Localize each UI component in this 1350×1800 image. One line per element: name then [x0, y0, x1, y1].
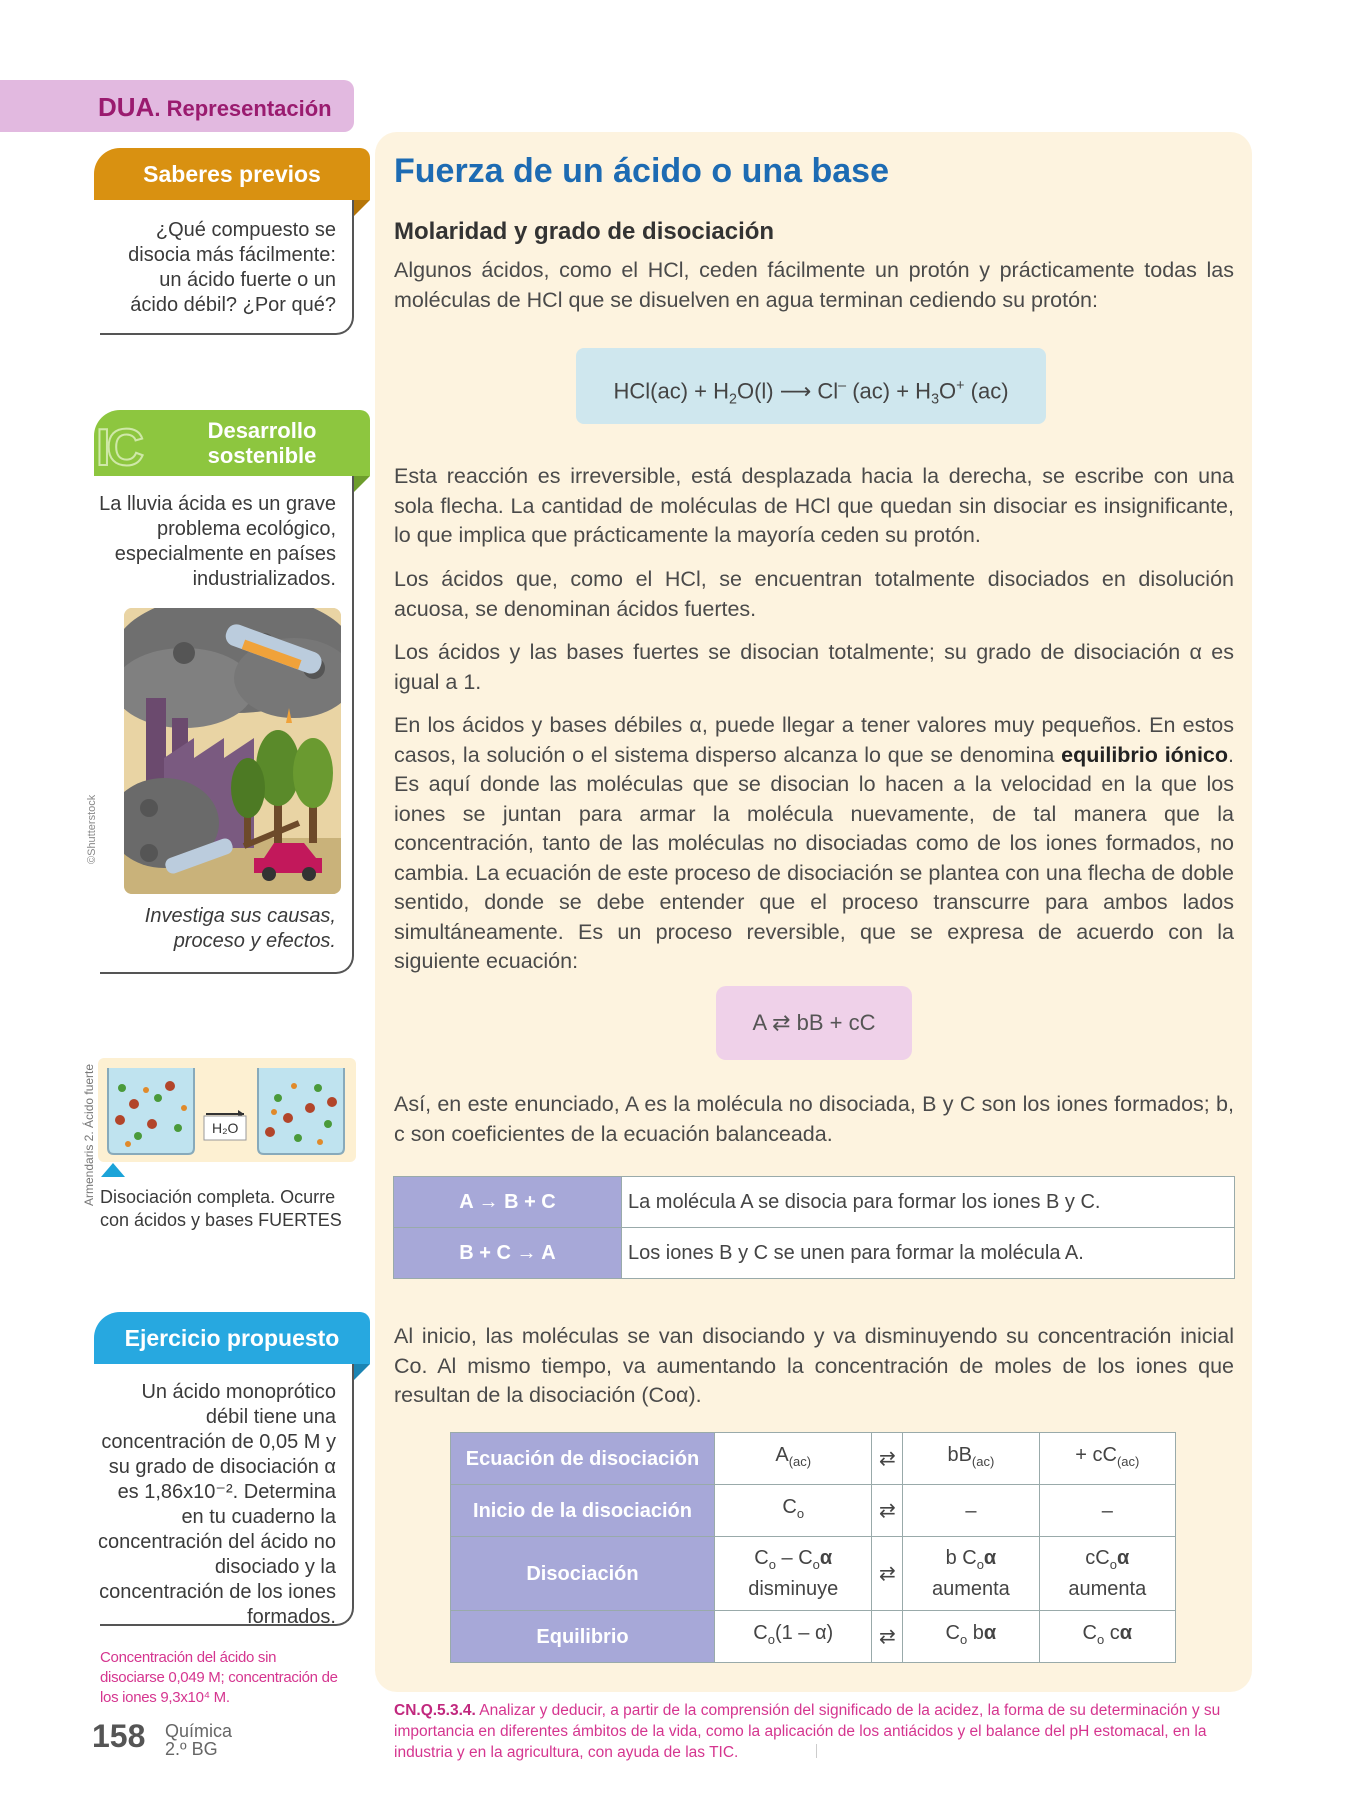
- triangle-marker-icon: [101, 1163, 125, 1177]
- table-row: [451, 1485, 1176, 1537]
- tab-fold: [354, 1364, 370, 1380]
- dissociation-table: [450, 1432, 1176, 1663]
- divider: [816, 1744, 817, 1758]
- ic-logo-icon: IC: [96, 419, 140, 477]
- saberes-previos-tab: Saberes previos: [94, 148, 370, 200]
- dua-banner: [0, 80, 354, 132]
- dissociation-beakers-figure: [98, 1058, 356, 1162]
- table-row: [451, 1611, 1176, 1663]
- image-credit: ©Shutterstock: [86, 794, 98, 864]
- dissociation-caption: Disociación completa. Ocurre con ácidos y bases FUERTES: [100, 1187, 342, 1230]
- table-cell: –: [1039, 1485, 1175, 1537]
- table-cell: $C_o - C_o\alpha$ disminuye: [715, 1537, 872, 1611]
- figure-credit: Armendaris 2. Ácido fuerte: [82, 1063, 96, 1206]
- table-cell: + $cC_{(ac)}$: [1039, 1433, 1175, 1485]
- curriculum-footnote: CN.Q.5.3.4. Analizar y deducir, a partir de la comprensión del significado de la acidez, la forma de su determinación y su importancia en diferentes ámbitos de la vida, como la aplicación de los antiácidos y el balance del pH estomacal, en la industria y en la agricultura, con ayuda de las TIC.: [394, 1702, 1221, 1761]
- desarrollo-sostenible-text: La lluvia ácida es un grave problema ecológico, especialmente en países industrializados.: [99, 493, 336, 590]
- table-cell-head: B + C → A: [394, 1228, 622, 1279]
- paragraph-ionic-equilibrium: En los ácidos y bases débiles α, puede llegar a tener valores muy pequeños. En estos casos, la solución o el sistema disperso alcanza lo que se denomina equilibrio iónico. Es aquí donde las moléculas que se disocian lo hacen a la velocidad en la que los iones se juntan para armar la molécula nuevamente, de tal manera que la concentración, tanto de las moléculas no disociadas como de los iones formados, no cambia. La ecuación de este proceso de disociación se plantea con una flecha de doble sentido, donde se debe entender que el proceso transcurre para ambos lados simultáneamente. Es un proceso reversible, que se expresa de acuerdo con la siguiente ecuación:: [394, 713, 1234, 973]
- table-cell-head: A → B + C: [394, 1177, 622, 1228]
- ejercicio-answer: Concentración del ácido sin disociarse 0,049 M; concentración de los iones 9,3x10⁴ M.: [100, 1649, 338, 1706]
- equilibrium-equation: A ⇄ bB + cC: [716, 986, 912, 1060]
- reaction-table: [393, 1176, 1235, 1279]
- table-cell: $C_o(1 - \alpha)$: [715, 1611, 872, 1663]
- table-cell: La molécula A se disocia para formar los iones B y C.: [622, 1177, 1235, 1228]
- subject-label: Química 2.º BG: [165, 1721, 233, 1759]
- table-cell: –: [903, 1485, 1039, 1537]
- section-subtitle: Molaridad y grado de disociación: [394, 218, 775, 245]
- table-cell: ⇄: [872, 1611, 903, 1663]
- dua-label: DUA. Representación: [98, 92, 332, 122]
- desarrollo-sostenible-tab: Desarrollo sostenible: [94, 410, 370, 476]
- table-cell: Los iones B y C se unen para formar la molécula A.: [622, 1228, 1235, 1279]
- ejercicio-propuesto-text: Un ácido monoprótico débil tiene una concentración de 0,05 M y su grado de disociación α es 1,86x10⁻². Determina en tu cuaderno la concentración del ácido no disociado y la concentración de los iones formados.: [98, 1381, 336, 1628]
- table-cell: b $C_o\alpha$ aumenta: [903, 1537, 1039, 1611]
- saberes-previos-text: ¿Qué compuesto se disocia más fácilmente: un ácido fuerte o un ácido débil? ¿Por qué?: [128, 219, 336, 316]
- table-row: [451, 1433, 1176, 1485]
- ejercicio-propuesto-tab: Ejercicio propuesto: [94, 1312, 370, 1364]
- hcl-equation: $HCl(ac) + H_2O(l)$ ⟶ Cl– $(ac) + H_3O^+$ (ac): [576, 348, 1046, 424]
- table-cell: $C_o$ cα: [1039, 1611, 1175, 1663]
- h2o-label: H₂O: [212, 1120, 239, 1136]
- table-cell: $A_{(ac)}$: [715, 1433, 872, 1485]
- paragraph-alpha: Los ácidos y las bases fuertes se disocian totalmente; su grado de disociación α es igual a 1.: [394, 640, 1234, 694]
- tab-fold: [354, 200, 370, 216]
- table-cell-head: Equilibrio: [451, 1611, 715, 1663]
- table-cell: $C_o$ bα: [903, 1611, 1039, 1663]
- table-cell: $bB_{(ac)}$: [903, 1433, 1039, 1485]
- table-row: [394, 1228, 1235, 1279]
- table-row: [451, 1537, 1176, 1611]
- table-cell: ⇄: [872, 1537, 903, 1611]
- table-cell-head: Disociación: [451, 1537, 715, 1611]
- table-cell-head: Inicio de la disociación: [451, 1485, 715, 1537]
- table-row: [394, 1177, 1235, 1228]
- paragraph-strong-acids: Los ácidos que, como el HCl, se encuentran totalmente disociados en disolución acuosa, se denominan ácidos fuertes.: [394, 567, 1234, 621]
- paragraph-definition: Así, en este enunciado, A es la molécula no disociada, B y C son los iones formados; b, c son coeficientes de la ecuación balanceada.: [394, 1092, 1234, 1146]
- table-cell: ⇄: [872, 1433, 903, 1485]
- page-number: 158: [92, 1718, 146, 1754]
- tab-fold: [354, 476, 370, 492]
- table-cell: ⇄: [872, 1485, 903, 1537]
- page-title: Fuerza de un ácido o una base: [394, 152, 889, 190]
- paragraph-intro: Algunos ácidos, como el HCl, ceden fácilmente un protón y prácticamente todas las moléculas de HCl que se disuelven en agua terminan cediendo su protón:: [394, 258, 1234, 312]
- paragraph-irreversible: Esta reacción es irreversible, está desplazada hacia la derecha, se escribe con una sola flecha. La cantidad de moléculas de HCl que quedan sin disociar es insignificante, lo que implica que prácticamente la mayoría ceden su protón.: [394, 464, 1234, 547]
- paragraph-concentration: Al inicio, las moléculas se van disociando y va disminuyendo su concentración inicial Co. Al mismo tiempo, va aumentando la concentración de moles de los iones que resultan de la disociación (Coα).: [394, 1324, 1234, 1407]
- table-cell-head: Ecuación de disociación: [451, 1433, 715, 1485]
- desarrollo-caption: Investiga sus causas, proceso y efectos.: [144, 905, 336, 952]
- table-cell: $cC_o\alpha$ aumenta: [1039, 1537, 1175, 1611]
- acid-rain-illustration: [124, 608, 341, 894]
- table-cell: $C_o$: [715, 1485, 872, 1537]
